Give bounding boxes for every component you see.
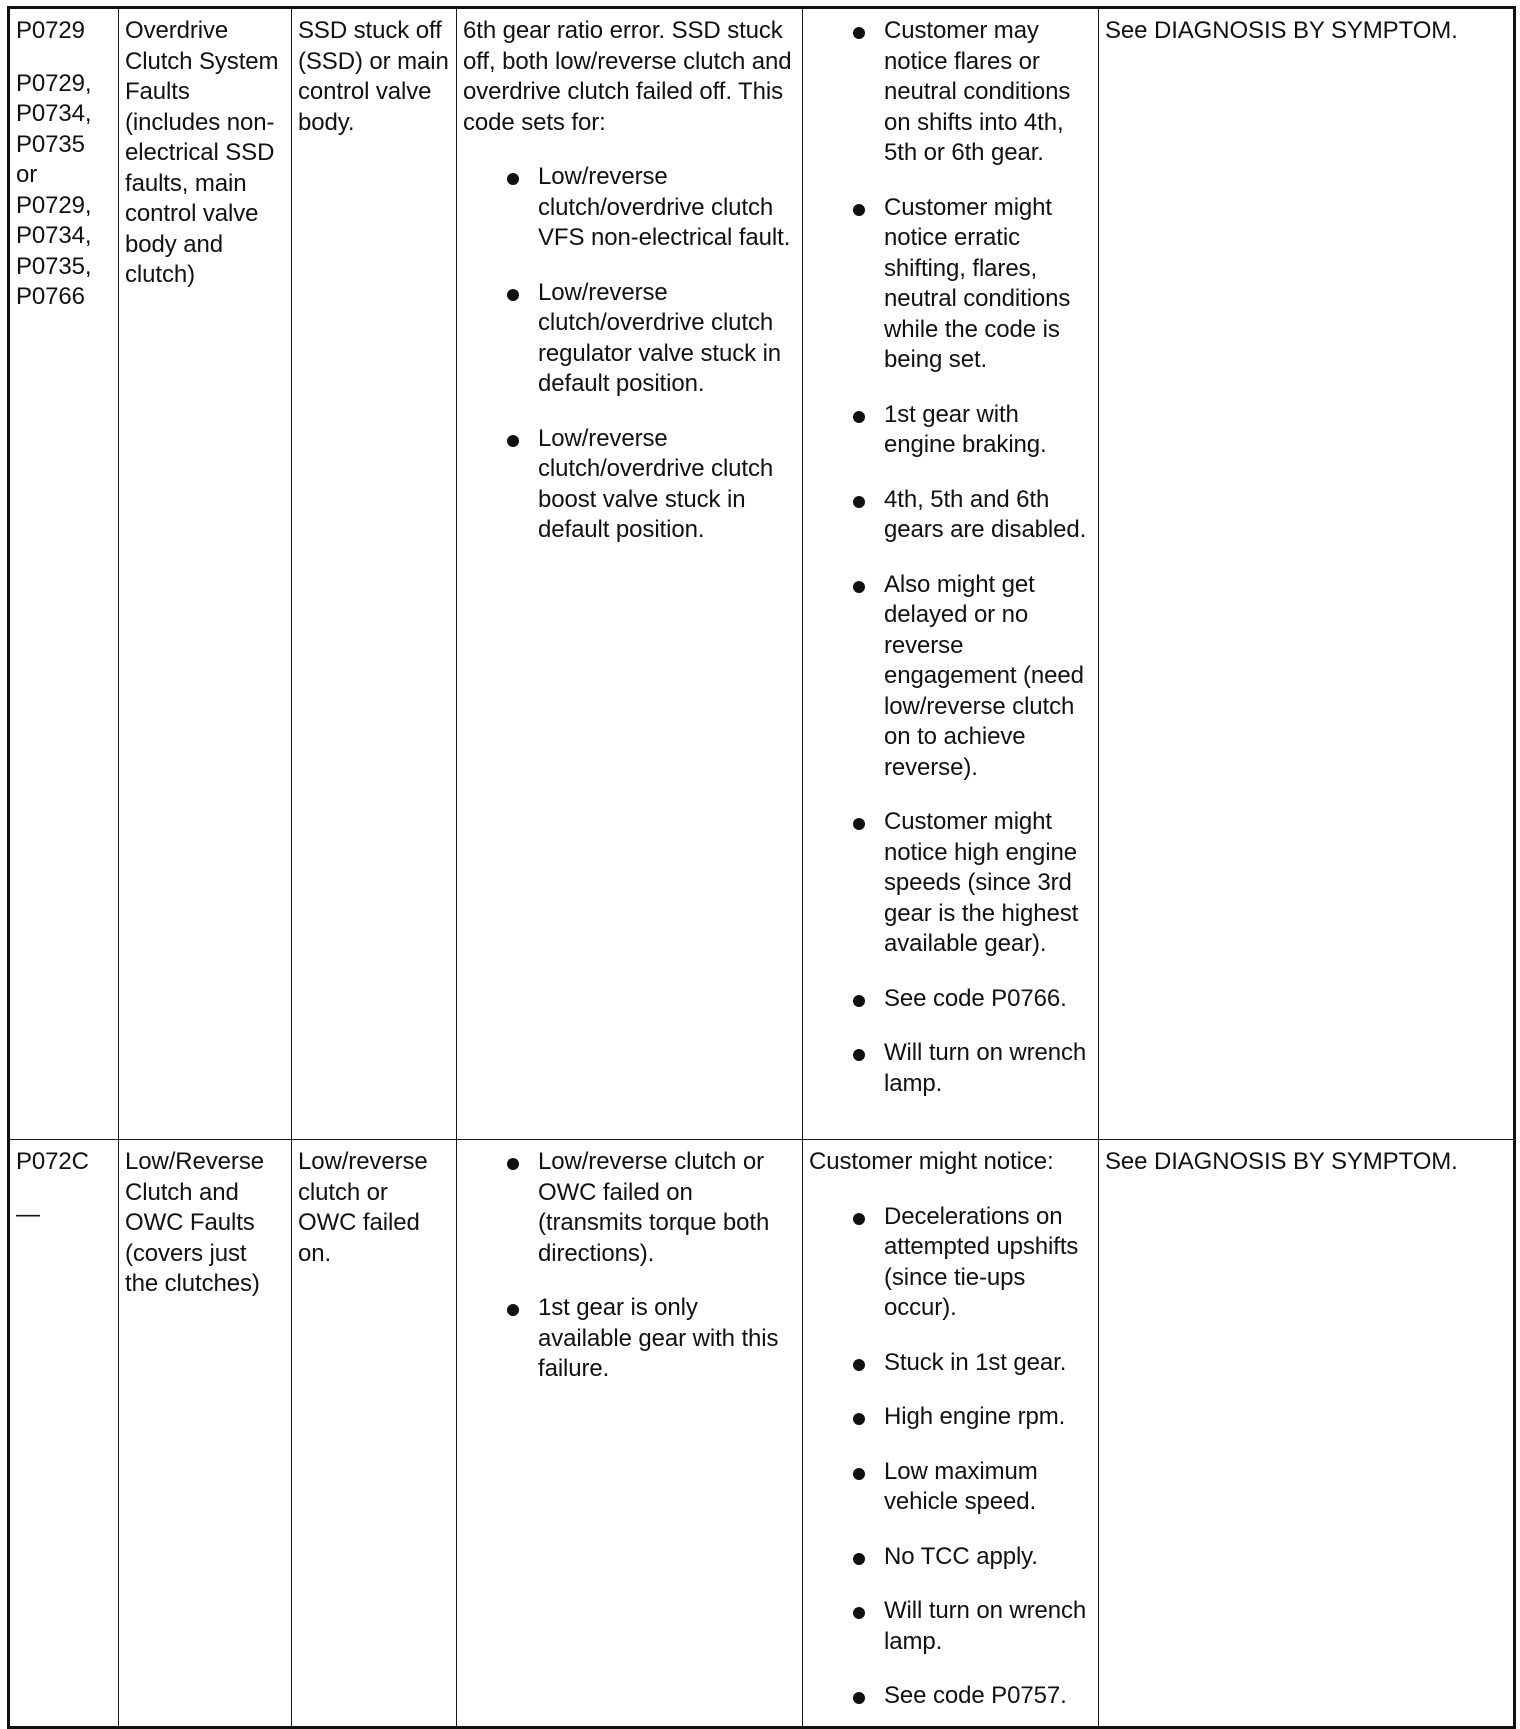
list-item-text: 1st gear with engine braking.: [884, 400, 1047, 458]
list-item: [809, 485, 1092, 546]
dtc-code-cell: [9, 8, 119, 1140]
list-item: [809, 1348, 1092, 1379]
table-row: [9, 8, 1515, 1140]
list-item: [809, 1457, 1092, 1518]
list-item-text: Decelerations on attempted upshifts (since tie-ups occur).: [884, 1202, 1079, 1321]
list-item-text: Customer may notice flares or neutral conditions on shifts into 4th, 5th or 6th gear.: [884, 17, 1071, 166]
fault-description-cell: [457, 1140, 803, 1728]
fault-description-cell: [457, 8, 803, 1140]
list-item: [809, 1542, 1092, 1573]
list-item-text: Will turn on wrench lamp.: [884, 1039, 1087, 1097]
list-item-text: Low/reverse clutch/overdrive clutch boost valve stuck in default position.: [538, 424, 774, 543]
action-cell: [1099, 1140, 1515, 1728]
description-list: [463, 1147, 796, 1385]
dtc-code: P0735 or: [16, 130, 85, 188]
list-item: [809, 807, 1092, 960]
dtc-code: P0729,: [16, 191, 92, 219]
bullet-icon: [853, 581, 865, 593]
dtc-code: P0734,: [16, 100, 92, 127]
symptoms-cell: [803, 8, 1099, 1140]
bullet-icon: [507, 1304, 519, 1316]
symptoms-list: [809, 16, 1092, 1099]
bullet-icon: [507, 173, 519, 185]
dtc-code: P0729,: [16, 69, 92, 97]
list-item-text: See code P0757.: [884, 1682, 1067, 1709]
list-item: [809, 16, 1092, 169]
bullet-icon: [853, 818, 865, 830]
fault-cause: SSD stuck off (SSD) or main control valve body.: [298, 17, 449, 136]
list-item-text: High engine rpm.: [884, 1403, 1066, 1430]
list-item-text: No TCC apply.: [884, 1542, 1038, 1570]
symptoms-cell: [803, 1140, 1099, 1728]
action-text: See DIAGNOSIS BY SYMPTOM.: [1105, 1148, 1458, 1175]
list-item: [809, 1202, 1092, 1324]
dtc-code: P0735,: [16, 252, 92, 280]
dtc-code: P0729: [16, 17, 85, 44]
list-item-text: 4th, 5th and 6th gears are disabled.: [884, 485, 1087, 543]
bullet-icon: [853, 27, 865, 39]
list-item: [463, 162, 796, 254]
bullet-icon: [507, 1158, 519, 1170]
action-text: See DIAGNOSIS BY SYMPTOM.: [1105, 17, 1458, 44]
bullet-icon: [853, 1049, 865, 1061]
list-item: [809, 1596, 1092, 1657]
bullet-icon: [853, 995, 865, 1007]
bullet-icon: [853, 1413, 865, 1425]
list-item-text: Low/reverse clutch/overdrive clutch regulator valve stuck in default position.: [538, 278, 782, 397]
dtc-code: P072C: [16, 1148, 89, 1175]
dtc-table: [7, 6, 1516, 1729]
fault-title-cell: [119, 1140, 292, 1728]
list-item-text: Low maximum vehicle speed.: [884, 1457, 1038, 1515]
list-item-text: Also might get delayed or no reverse engagement (need low/reverse clutch on to achieve reverse).: [884, 570, 1084, 781]
symptoms-intro: Customer might notice:: [809, 1148, 1054, 1175]
fault-title-cell: [119, 8, 292, 1140]
list-item: [809, 984, 1092, 1015]
bullet-icon: [853, 1553, 865, 1565]
list-item-text: Stuck in 1st gear.: [884, 1348, 1067, 1376]
list-item-text: Customer might notice erratic shifting, flares, neutral conditions while the code is being set.: [884, 193, 1071, 373]
dtc-code: P0734,: [16, 222, 92, 249]
list-item-text: Customer might notice high engine speeds (since 3rd gear is the highest available gear).: [884, 808, 1079, 957]
fault-cause: Low/reverse clutch or OWC failed on.: [298, 1148, 428, 1267]
table-row: [9, 1140, 1515, 1728]
bullet-icon: [853, 1359, 865, 1371]
list-item-text: Will turn on wrench lamp.: [884, 1597, 1087, 1655]
bullet-icon: [853, 496, 865, 508]
bullet-icon: [853, 1468, 865, 1480]
list-item-text: See code P0766.: [884, 984, 1067, 1012]
dtc-code: P0766: [16, 283, 85, 310]
fault-title: Overdrive Clutch System Faults (includes non-electrical SSD faults, main control valve body and clutch): [125, 17, 279, 288]
list-item-text: Low/reverse clutch or OWC failed on (transmits torque both directions).: [538, 1148, 770, 1267]
list-item: [809, 1038, 1092, 1099]
description-list: [463, 162, 796, 546]
bullet-icon: [853, 204, 865, 216]
dtc-code: —: [16, 1200, 40, 1228]
list-item: [809, 193, 1092, 376]
symptoms-list: [809, 1202, 1092, 1712]
list-item: [809, 1402, 1092, 1433]
fault-cause-cell: [292, 1140, 457, 1728]
list-item: [463, 424, 796, 546]
bullet-icon: [853, 1213, 865, 1225]
list-item-text: Low/reverse clutch/overdrive clutch VFS non-electrical fault.: [538, 163, 791, 251]
list-item: [809, 1681, 1092, 1712]
list-item: [463, 1293, 796, 1385]
action-cell: [1099, 8, 1515, 1140]
bullet-icon: [853, 1607, 865, 1619]
bullet-icon: [853, 411, 865, 423]
bullet-icon: [507, 289, 519, 301]
bullet-icon: [507, 435, 519, 447]
list-item: [463, 278, 796, 400]
list-item-text: 1st gear is only available gear with this failure.: [538, 1294, 779, 1382]
fault-cause-cell: [292, 8, 457, 1140]
fault-title: Low/Reverse Clutch and OWC Faults (covers just the clutches): [125, 1148, 264, 1297]
dtc-code-cell: [9, 1140, 119, 1728]
list-item: [809, 570, 1092, 784]
description-intro: 6th gear ratio error. SSD stuck off, both low/reverse clutch and overdrive clutch failed off. This code sets for:: [463, 17, 792, 136]
list-item: [809, 400, 1092, 461]
list-item: [463, 1147, 796, 1269]
bullet-icon: [853, 1692, 865, 1704]
